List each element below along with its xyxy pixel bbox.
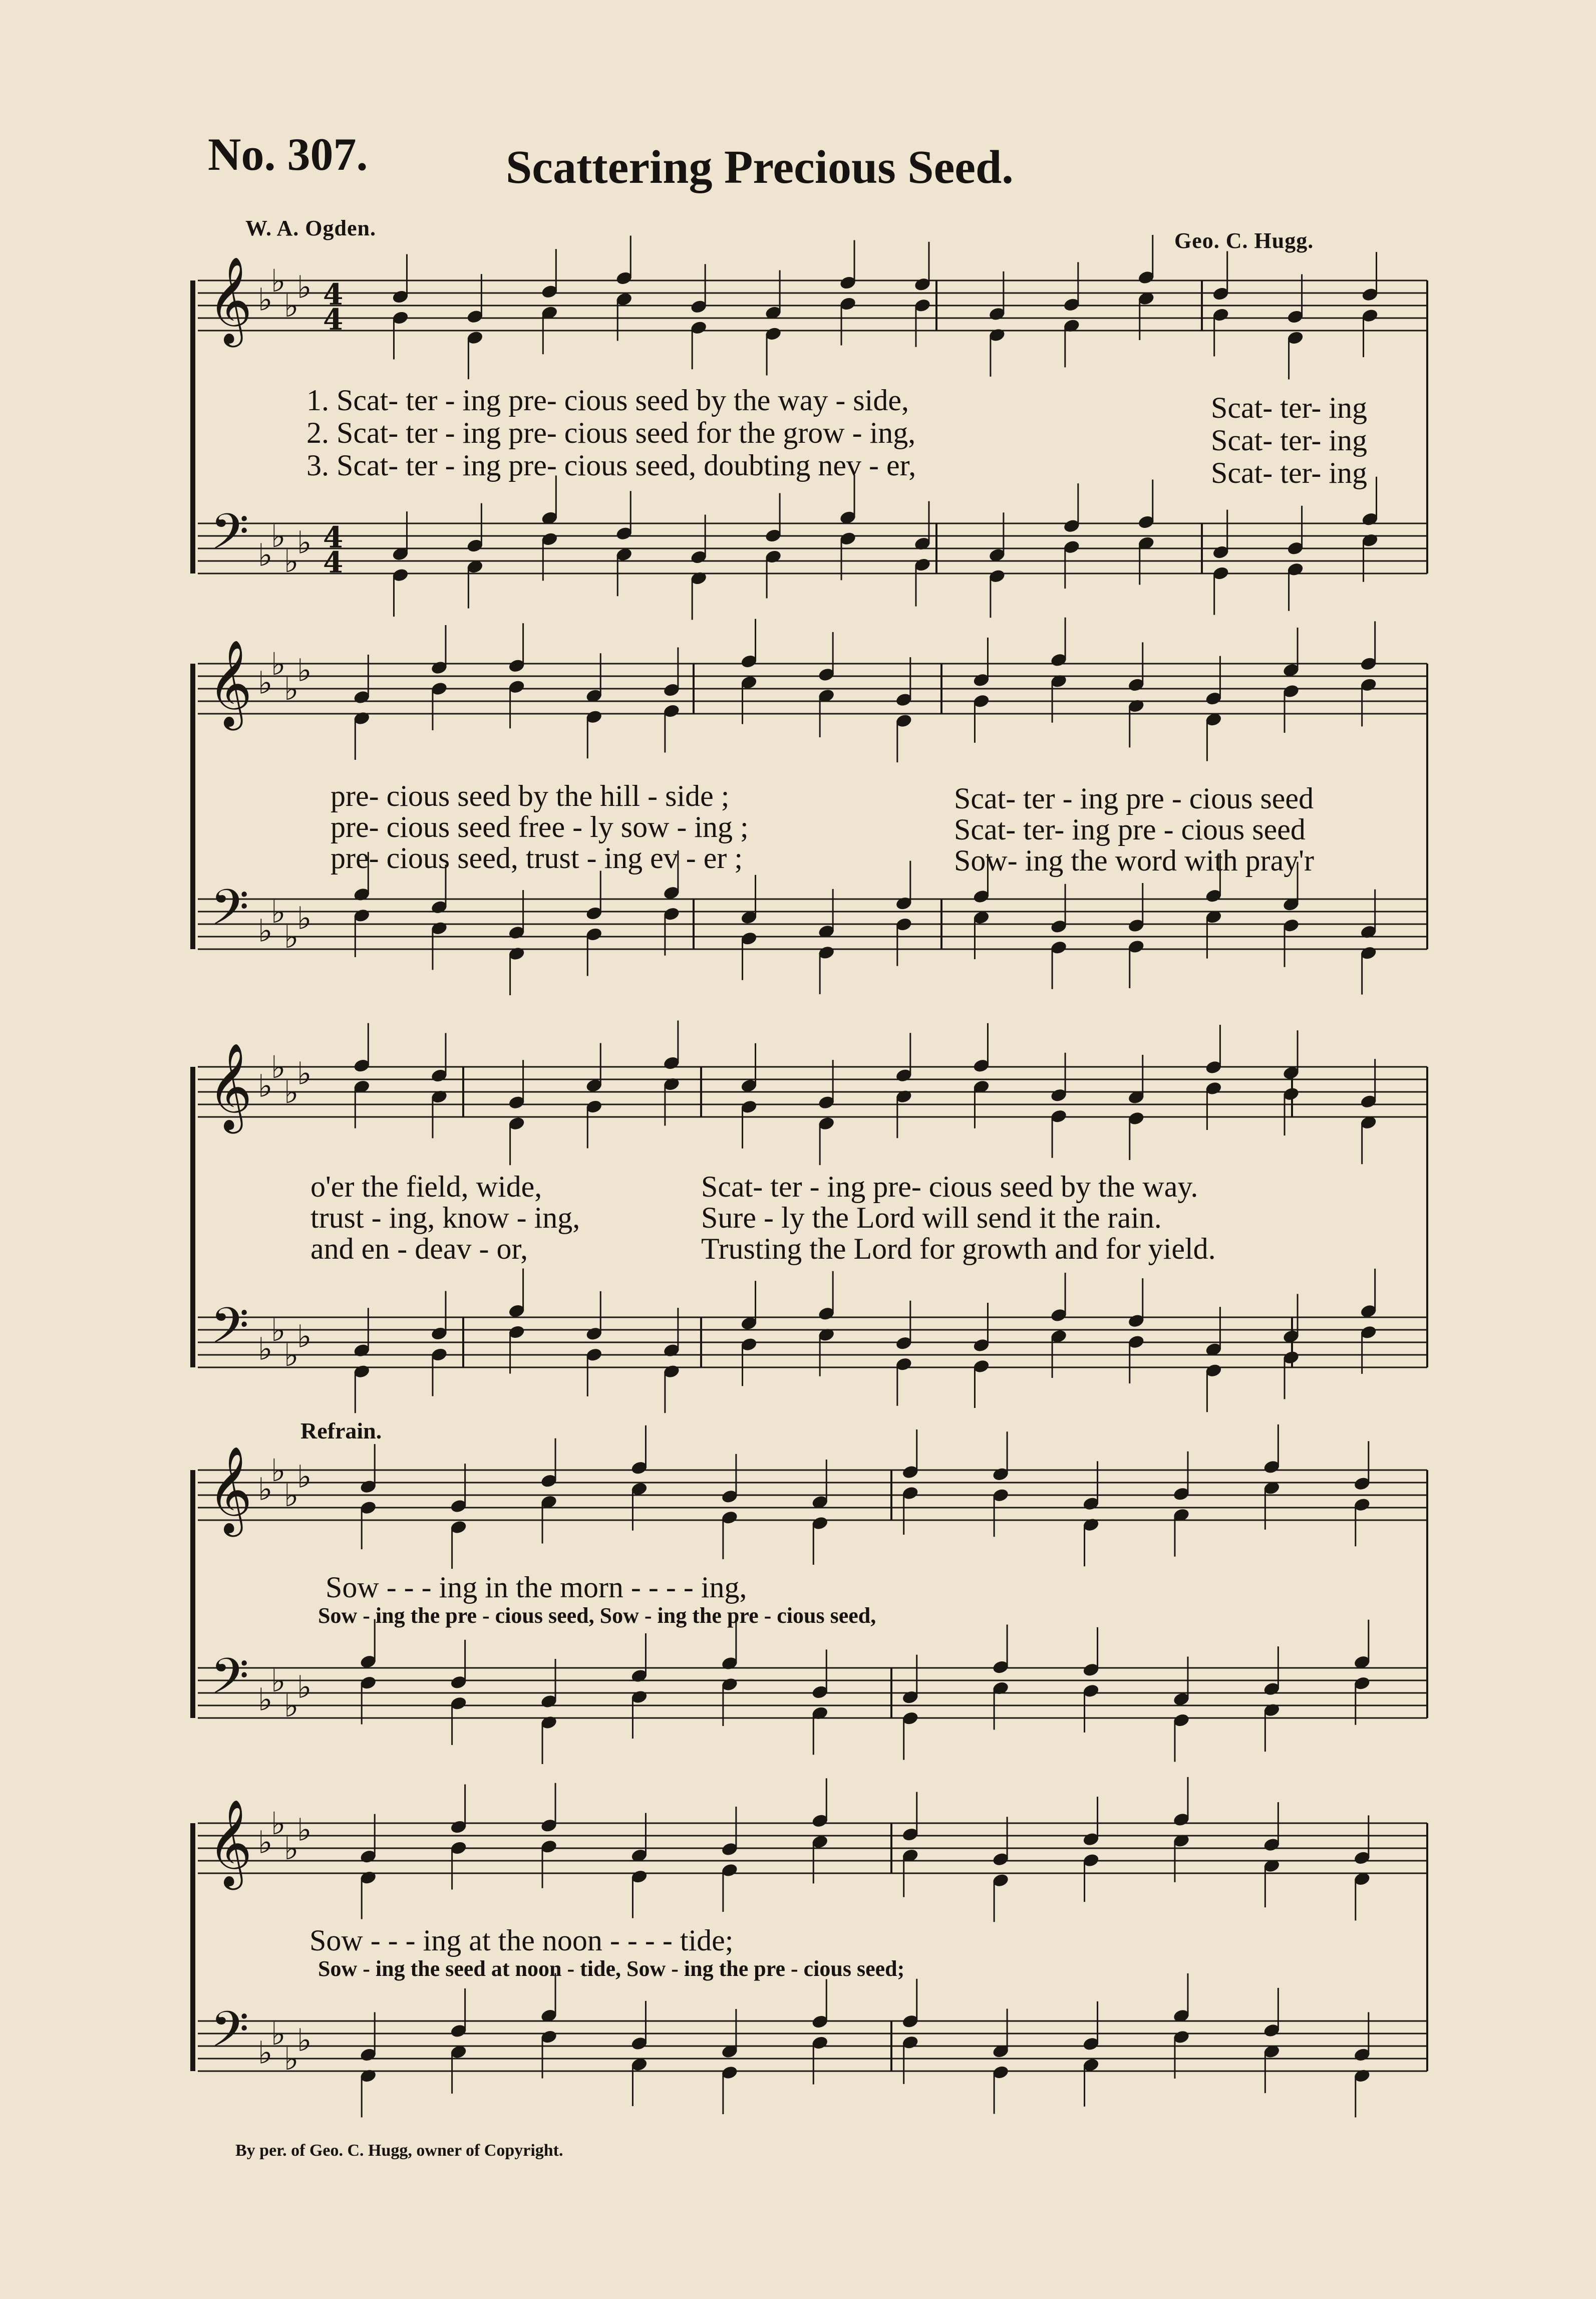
system2-verse3-a: pre- cious seed, trust - ing ev - er ; — [331, 841, 743, 875]
flat-icon: ♭ — [271, 1805, 286, 1842]
flat-icon: ♭ — [258, 1330, 273, 1367]
flat-icon: ♭ — [284, 1337, 299, 1373]
flat-icon: ♭ — [271, 1662, 286, 1699]
flat-icon: ♭ — [284, 919, 299, 955]
flat-icon: ♭ — [297, 900, 312, 937]
system3-verse3-b: Trusting the Lord for growth and for yield. — [701, 1232, 1216, 1265]
flat-icon: ♭ — [284, 1074, 299, 1110]
bass-clef-icon: 𝄢 — [210, 1297, 249, 1367]
flat-icon: ♭ — [284, 1477, 299, 1514]
verse-2-line-a: 2. Scat- ter - ing pre- cious seed for the grow - ing, — [306, 416, 916, 449]
flat-icon: ♭ — [297, 524, 312, 561]
refrain-line2-main: Sow - - - ing at the noon - - - - tide; — [309, 1924, 734, 1957]
system2-verse1-a: pre- cious seed by the hill - side ; — [331, 779, 730, 812]
refrain-line1-sub: Sow - ing the pre - cious seed, Sow - ing the pre - cious seed, — [318, 1603, 876, 1628]
time-signature: 4 — [323, 303, 344, 337]
bass-clef-icon: 𝄢 — [210, 1648, 249, 1717]
flat-icon: ♭ — [297, 2022, 312, 2059]
treble-clef-icon: 𝄞 — [208, 1446, 252, 1533]
flat-icon: ♭ — [297, 1668, 312, 1705]
hymn-number: No. 307. — [208, 129, 368, 180]
system3-verse2-a: trust - ing, know - ing, — [310, 1201, 580, 1234]
flat-icon: ♭ — [271, 1452, 286, 1489]
verse-3-line-a: 3. Scat- ter - ing pre- cious seed, doubting nev - er, — [306, 449, 916, 482]
system3-verse1-b: Scat- ter - ing pre- cious seed by the way. — [701, 1170, 1198, 1203]
author-credit: W. A. Ogden. — [245, 216, 377, 240]
flat-icon: ♭ — [297, 652, 312, 689]
verse-1-line-a: 1. Scat- ter - ing pre- cious seed by the way - side, — [306, 384, 909, 417]
system2-verse3-b: Sow- ing the word with pray'r — [954, 844, 1315, 877]
system2-verse2-b: Scat- ter- ing pre - cious seed — [954, 813, 1306, 846]
flat-icon: ♭ — [297, 1458, 312, 1495]
flat-icon: ♭ — [284, 671, 299, 707]
flat-icon: ♭ — [271, 1049, 286, 1085]
flat-icon: ♭ — [258, 1681, 273, 1718]
flat-icon: ♭ — [271, 262, 286, 299]
flat-icon: ♭ — [258, 664, 273, 701]
verse-2-line-b: Scat- ter- ing — [1211, 424, 1368, 457]
flat-icon: ♭ — [284, 2041, 299, 2077]
verse-1-line-b: Scat- ter- ing — [1211, 391, 1368, 424]
flat-icon: ♭ — [284, 1687, 299, 1724]
bass-clef-icon: 𝄢 — [210, 503, 249, 573]
bass-clef-icon: 𝄢 — [210, 2001, 249, 2071]
composer-credit: Geo. C. Hugg. — [1174, 228, 1314, 253]
flat-icon: ♭ — [297, 1318, 312, 1355]
system2-verse2-a: pre- cious seed free - ly sow - ing ; — [331, 810, 749, 843]
time-signature: 4 — [323, 520, 344, 554]
flat-icon: ♭ — [284, 288, 299, 324]
flat-icon: ♭ — [258, 1067, 273, 1104]
flat-icon: ♭ — [271, 2016, 286, 2052]
verse-3-line-b: Scat- ter- ing — [1211, 456, 1368, 489]
flat-icon: ♭ — [258, 2034, 273, 2071]
flat-icon: ♭ — [258, 1471, 273, 1508]
hymn-title: Scattering Precious Seed. — [506, 141, 1014, 193]
time-signature: 4 — [323, 545, 344, 580]
flat-icon: ♭ — [271, 1312, 286, 1348]
treble-clef-icon: 𝄞 — [208, 1043, 252, 1130]
bass-clef-icon: 𝄢 — [210, 879, 249, 949]
system3-verse1-a: o'er the field, wide, — [310, 1170, 542, 1203]
refrain-line2-sub: Sow - ing the seed at noon - tide, Sow - ing the pre - cious seed; — [318, 1956, 905, 1981]
flat-icon: ♭ — [297, 1055, 312, 1092]
flat-icon: ♭ — [284, 543, 299, 580]
treble-clef-icon: 𝄞 — [208, 1799, 252, 1886]
flat-icon: ♭ — [271, 646, 286, 682]
flat-icon: ♭ — [258, 281, 273, 318]
flat-icon: ♭ — [258, 912, 273, 949]
system3-verse2-b: Sure - ly the Lord will send it the rain. — [701, 1201, 1162, 1234]
time-signature: 4 — [323, 277, 344, 312]
system2-verse1-b: Scat- ter - ing pre - cious seed — [954, 782, 1314, 815]
flat-icon: ♭ — [271, 894, 286, 930]
flat-icon: ♭ — [284, 1830, 299, 1867]
flat-icon: ♭ — [258, 1824, 273, 1861]
flat-icon: ♭ — [258, 536, 273, 573]
refrain-label: Refrain. — [300, 1418, 382, 1444]
flat-icon: ♭ — [297, 268, 312, 306]
treble-clef-icon: 𝄞 — [208, 256, 252, 344]
system3-verse3-a: and en - deav - or, — [310, 1232, 528, 1265]
copyright-note: By per. of Geo. C. Hugg, owner of Copyright. — [235, 2141, 563, 2160]
flat-icon: ♭ — [297, 1811, 312, 1848]
treble-clef-icon: 𝄞 — [208, 640, 252, 727]
flat-icon: ♭ — [271, 518, 286, 554]
refrain-line1-main: Sow - - - ing in the morn - - - - ing, — [326, 1571, 747, 1604]
